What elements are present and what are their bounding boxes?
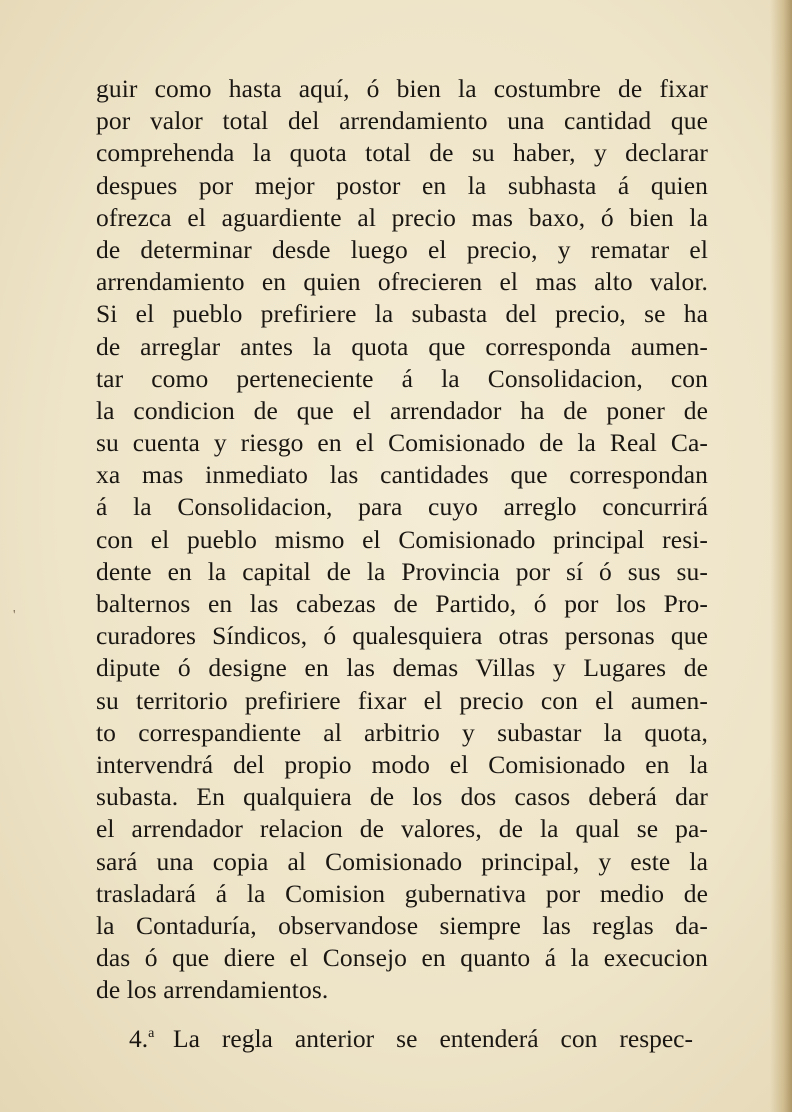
page-edge-shadow [770, 0, 792, 1112]
text-line: dente en la capital de la Provincia por sí ó sus su- [96, 556, 708, 586]
text-line: Si el pueblo prefiriere la subasta del precio, se ha [96, 299, 708, 329]
text-line: ofrezca el aguardiente al precio mas baxo, ó bien la [96, 202, 708, 232]
article-text: La regla anterior se entenderá con respec- [173, 1024, 693, 1053]
article-number-superscript: a [148, 1026, 155, 1041]
body-paragraph [96, 73, 708, 1006]
text-line: xa mas inmediato las cantidades que correspondan [96, 460, 708, 490]
article-line [96, 1012, 708, 1061]
text-line: por valor total del arrendamiento una cantidad que [96, 106, 708, 136]
text-line: arrendamiento en quien ofrecieren el mas alto valor. [96, 267, 708, 297]
text-line: á la Consolidacion, para cuyo arreglo concurrirá [96, 492, 708, 522]
text-line: dipute ó designe en las demas Villas y Lugares de [96, 653, 708, 683]
text-line: subasta. En qualquiera de los dos casos deberá dar [96, 782, 708, 812]
article-number [129, 1012, 173, 1061]
text-line: su cuenta y riesgo en el Comisionado de la Real Ca- [96, 428, 708, 458]
text-line: balternos en las cabezas de Partido, ó por los Pro- [96, 589, 708, 618]
margin-mark: ' [13, 608, 16, 623]
text-line: su territorio prefiriere fixar el precio con el aumen- [96, 685, 708, 715]
text-line: guir como hasta aquí, ó bien la costumbre de fixar [96, 74, 708, 103]
text-line: das ó que diere el Consejo en quanto á la execucion [96, 943, 708, 973]
text-line: la Contaduría, observandose siempre las reglas da- [96, 910, 708, 940]
text-line: comprehenda la quota total de su haber, y declarar [96, 138, 708, 168]
text-line: tar como perteneciente á la Consolidacion, con [96, 363, 708, 393]
text-line: curadores Síndicos, ó qualesquiera otras personas que [96, 621, 708, 651]
text-line: la condicion de que el arrendador ha de poner de [96, 395, 708, 425]
text-line: sará una copia al Comisionado principal, y este la [96, 846, 708, 876]
text-line: despues por mejor postor en la subhasta á quien [96, 170, 708, 200]
article-number-text: 4. [129, 1024, 149, 1053]
text-line: trasladará á la Comision gubernativa por medio de [96, 878, 708, 908]
text-line: con el pueblo mismo el Comisionado principal resi- [96, 524, 708, 554]
text-line: de determinar desde luego el precio, y rematar el [96, 234, 708, 264]
text-line: de arreglar antes la quota que corresponda aumen- [96, 331, 708, 361]
text-line: intervendrá del propio modo el Comisionado en la [96, 749, 708, 779]
text-line: de los arrendamientos. [96, 975, 329, 1005]
text-line: to correspandiente al arbitrio y subastar la quota, [96, 717, 708, 747]
text-line: el arrendador relacion de valores, de la qual se pa- [96, 814, 708, 844]
